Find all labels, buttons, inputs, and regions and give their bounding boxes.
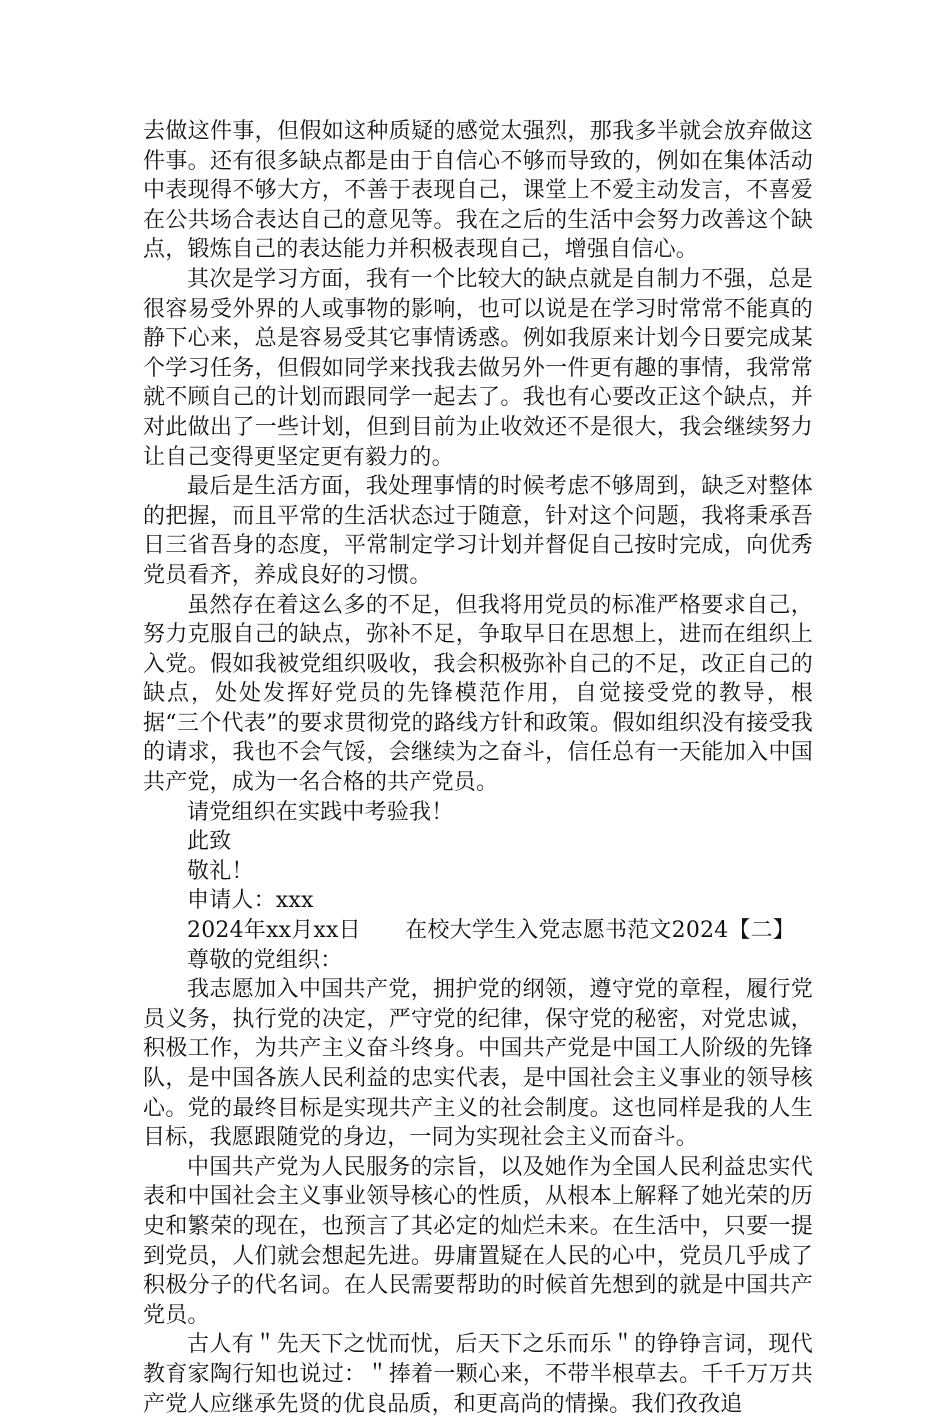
applicant-line: 申请人：xxx xyxy=(187,888,314,914)
paragraph: 中国共产党为人民服务的宗旨，以及她作为全国人民利益忠实代表和中国社会主义事业领导核心的性质，从根本上解释了她光荣的历史和繁荣的现在，也预言了其必定的灿烂未来。在生活中，只要一提到党员，人们就会想起先进。毋庸置疑在人民的心中，党员几乎成了积极分子的代名词。在人民需要帮助的时候首先想到的就是中国共产党员。 xyxy=(143,1154,813,1328)
paragraph: 其次是学习方面，我有一个比较大的缺点就是自制力不强，总是很容易受外界的人或事物的影响，也可以说是在学习时常常不能真的静下心来，总是容易受其它事情诱惑。例如我原来计划今日要完成某个学习任务，但假如同学来找我去做另外一件更有趣的事情，我常常就不顾自己的计划而跟同学一起去了。我也有心要改正这个缺点，并对此做出了一些计划，但到目前为止收效还不是很大，我会继续努力让自己变得更坚定更有毅力的。 xyxy=(143,266,813,470)
paragraph: 古人有＂先天下之忧而忧，后天下之乐而乐＂的铮铮言词，现代教育家陶行知也说过：＂捧着一颗心来，不带半根草去。千千万万共产党人应继承先贤的优良品质，和更高尚的情操。我们孜孜追 xyxy=(143,1332,813,1417)
date-and-section-title: 2024年xx月xx日 在校大学生入党志愿书范文2024【二】 xyxy=(187,918,796,944)
paragraph: 虽然存在着这么多的不足，但我将用党员的标准严格要求自己，努力克服自己的缺点，弥补不足，争取早日在思想上，进而在组织上入党。假如我被党组织吸收，我会积极弥补自己的不足，改正自己的缺点，处处发挥好党员的先锋模范作用，自觉接受党的教导，根据“三个代表”的要求贯彻党的路线方针和政策。假如组织没有接受我的请求，我也不会气馁，会继续为之奋斗，信任总有一天能加入中国共产党，成为一名合格的共产党员。 xyxy=(143,592,813,796)
paragraph: 去做这件事，但假如这种质疑的感觉太强烈，那我多半就会放弃做这件事。还有很多缺点都是由于自信心不够而导致的，例如在集体活动中表现得不够大方，不善于表现自己，课堂上不爱主动发言，不喜爱在公共场合表达自己的意见等。我在之后的生活中会努力改善这个缺点，锻炼自己的表达能力并积极表现自己，增强自信心。 xyxy=(143,119,813,263)
document-body xyxy=(143,117,813,1419)
closing-jingli: 敬礼！ xyxy=(187,858,254,884)
paragraph: 我志愿加入中国共产党，拥护党的纲领，遵守党的章程，履行党员义务，执行党的决定，严守党的纪律，保守党的秘密，对党忠诚，积极工作，为共产主义奋斗终身。中国共产党是中国工人阶级的先锋队，是中国各族人民利益的忠实代表，是中国社会主义事业的领导核心。党的最终目标是实现共产主义的社会制度。这也同样是我的人生目标，我愿跟随党的身边，一同为实现社会主义而奋斗。 xyxy=(143,977,813,1151)
paragraph: 最后是生活方面，我处理事情的时候考虑不够周到，缺乏对整体的把握，而且平常的生活状态过于随意，针对这个问题，我将秉承吾日三省吾身的态度，平常制定学习计划并督促自己按时完成，向优秀党员看齐，养成良好的习惯。 xyxy=(143,474,813,588)
closing-cizhi: 此致 xyxy=(187,829,232,855)
salutation: 尊敬的党组织： xyxy=(187,947,343,973)
closing-request: 请党组织在实践中考验我！ xyxy=(187,799,454,825)
